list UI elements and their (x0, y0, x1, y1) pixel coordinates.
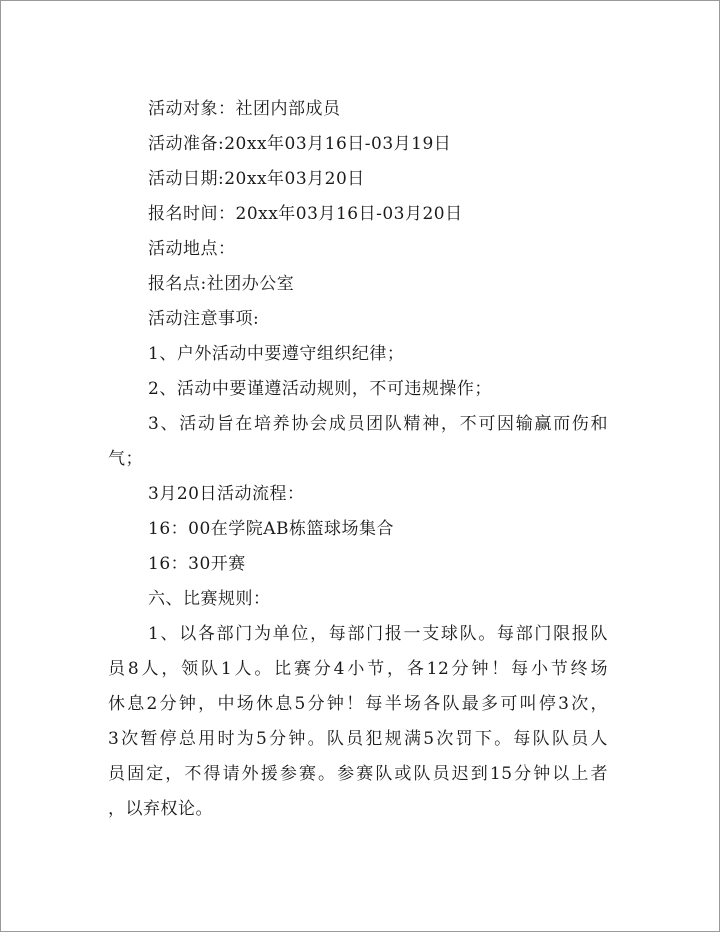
schedule-item-assembly: 16：00在学院AB栋篮球场集合 (148, 519, 395, 539)
activity-date-line: 活动日期:20xx年03月20日 (148, 169, 365, 189)
note-item-3: 3、活动旨在培养协会成员团队精神，不可因输赢而伤和 (148, 414, 608, 434)
rules-heading: 六、比赛规则： (148, 589, 271, 609)
note-item-3-continuation: 气； (108, 449, 143, 469)
note-item-2: 2、活动中要谨遵活动规则，不可违规操作； (148, 379, 492, 399)
note-item-1: 1、户外活动中要遵守组织纪律； (148, 344, 405, 364)
rules-paragraph-line-5: 员固定，不得请外援参赛。参赛队或队员迟到15分钟以上者 (108, 764, 608, 784)
schedule-item-start: 16：30开赛 (148, 554, 246, 574)
activity-preparation-line: 活动准备:20xx年03月16日-03月19日 (148, 134, 452, 154)
notes-heading: 活动注意事项: (148, 309, 260, 329)
rules-paragraph-line-6: ，以弃权论。 (108, 799, 213, 819)
schedule-heading: 3月20日活动流程： (148, 484, 305, 504)
document-body (108, 92, 608, 827)
rules-paragraph-line-3: 休息2分钟，中场休息5分钟！每半场各队最多可叫停3次， (108, 694, 608, 714)
rules-paragraph-line-4: 3次暂停总用时为5分钟。队员犯规满5次罚下。每队队员人 (108, 729, 608, 749)
activity-target-line: 活动对象：社团内部成员 (148, 99, 341, 119)
registration-point-line: 报名点:社团办公室 (148, 274, 295, 294)
rules-paragraph-line-1: 1、以各部门为单位，每部门报一支球队。每部门限报队 (148, 624, 608, 644)
registration-time-line: 报名时间：20xx年03月16日-03月20日 (148, 204, 463, 224)
rules-paragraph-line-2: 员8人，领队1人。比赛分4小节，各12分钟！每小节终场 (108, 659, 608, 679)
activity-location-line: 活动地点： (148, 239, 236, 259)
